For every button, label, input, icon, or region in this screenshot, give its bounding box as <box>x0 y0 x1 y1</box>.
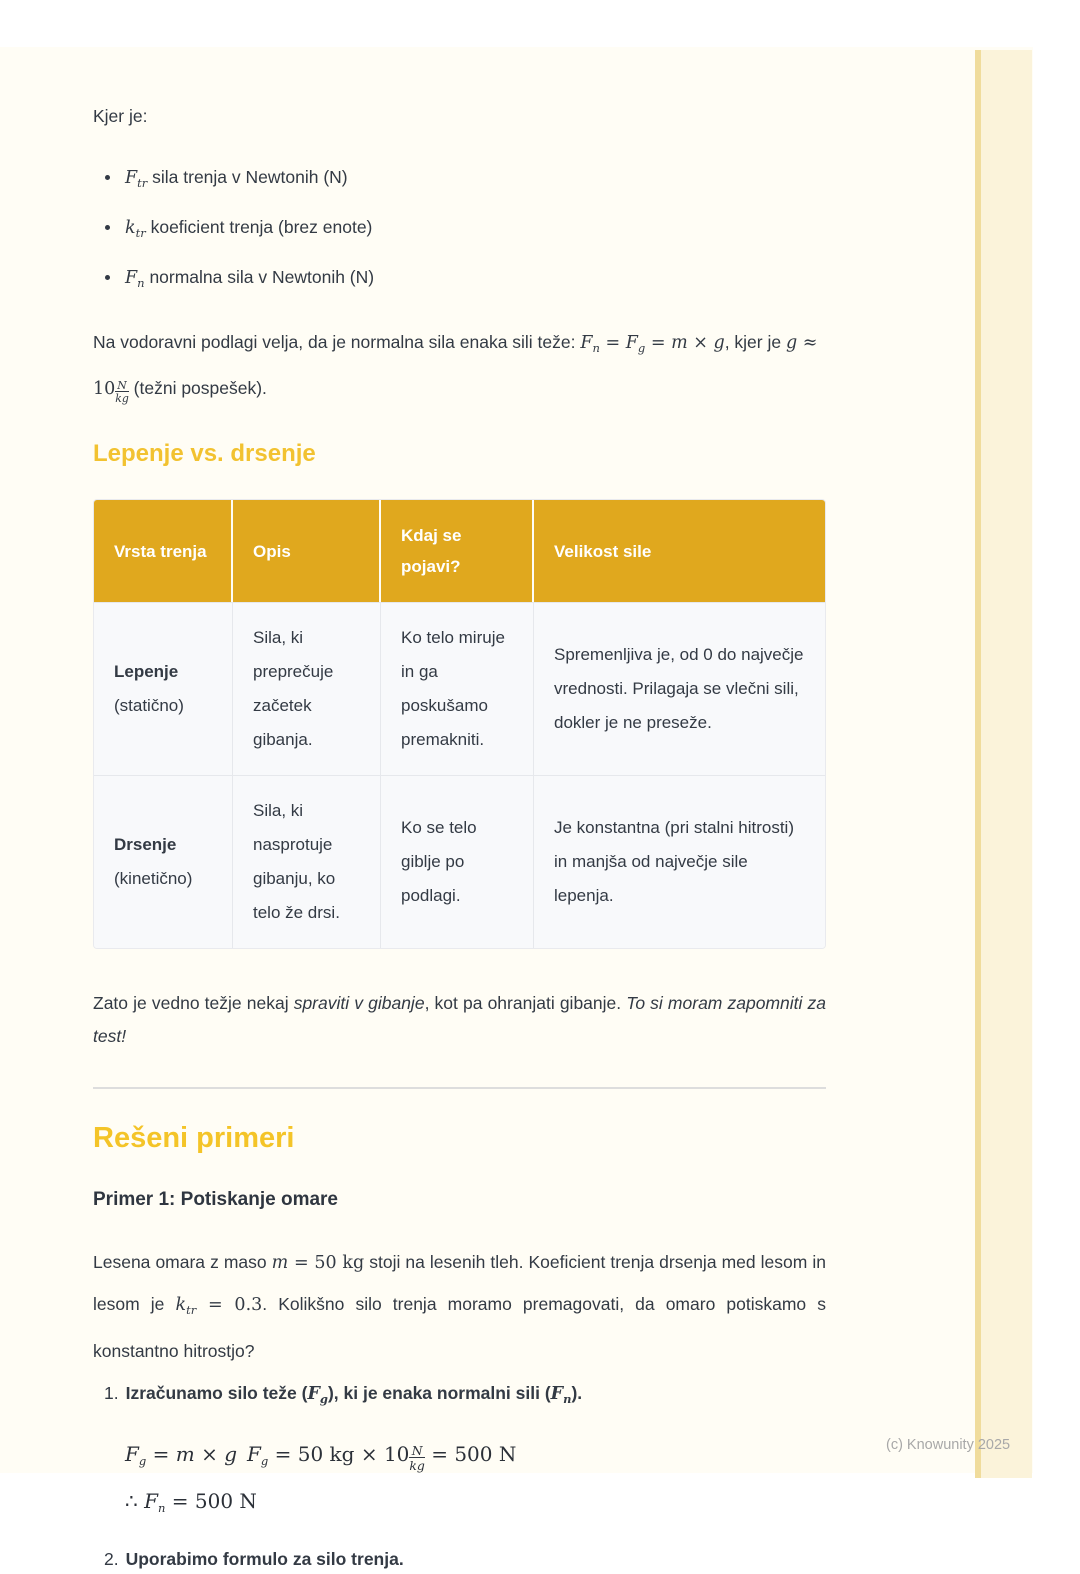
step-1 <box>93 1378 826 1414</box>
definition-text: normalna sila v Newtonih (N) <box>144 267 375 287</box>
math-symbol: F <box>144 1489 158 1513</box>
formula-line-1 <box>125 1434 826 1481</box>
therefore-symbol: ∴ <box>125 1489 145 1513</box>
table-header-velikost-sile: Velikost sile <box>534 500 826 602</box>
solution-steps <box>93 1378 826 1574</box>
math-symbol: k <box>125 218 136 238</box>
list-item-ftr <box>93 163 826 198</box>
step-title-text: Izračunamo silo teže ( <box>125 1383 308 1403</box>
paragraph-text: (težni pospešek). <box>128 378 267 398</box>
cell-opis: Sila, ki preprečuje začetek gibanja. <box>233 602 381 775</box>
math-operator: ≈ 10 <box>93 333 818 399</box>
math-value: = 50 kg <box>288 1253 365 1273</box>
example-title: Primer 1: Potiskanje omare <box>93 1189 338 1210</box>
fraction-denominator: kg <box>409 1458 425 1473</box>
math-subscript: g <box>319 1392 328 1406</box>
step-title <box>126 1544 404 1574</box>
table-row-lepenje <box>94 602 826 775</box>
formula-line-2 <box>125 1481 826 1528</box>
math-symbol: m <box>175 1442 195 1466</box>
definition-text: sila trenja v Newtonih (N) <box>147 167 348 187</box>
math-value: = 0.3 <box>196 1295 263 1315</box>
math-symbol: g <box>224 1442 238 1466</box>
math-symbol: g <box>785 333 798 353</box>
definition-text: koeficient trenja (brez enote) <box>145 217 373 237</box>
math-subscript: n <box>157 1501 166 1515</box>
step-number: 2. <box>104 1549 119 1569</box>
list-item-fn <box>93 263 826 298</box>
italic-text: To si moram zapomniti za test! <box>93 993 826 1046</box>
math-symbol: F <box>307 1384 320 1404</box>
math-symbol: F <box>625 333 638 353</box>
definition-list <box>93 163 826 298</box>
math-subscript: n <box>592 341 600 355</box>
note-paragraph <box>93 987 826 1053</box>
formula-block <box>125 1434 826 1528</box>
math-result: = 500 N <box>424 1442 517 1466</box>
cell-name <box>94 775 233 948</box>
math-expression: = 50 kg × 10 <box>268 1442 410 1466</box>
comparison-table <box>94 500 826 948</box>
math-symbol: m <box>671 333 688 353</box>
fraction-numerator: N <box>409 1444 424 1458</box>
math-operator: = <box>645 333 672 353</box>
paragraph-text: stoji na lesenih tleh. Koeficient trenja drsenja med lesom in lesom je <box>93 1252 826 1314</box>
normal-force-paragraph <box>93 322 826 409</box>
page-content <box>93 102 826 1574</box>
math-subscript: g <box>138 1454 147 1468</box>
table-header-kdaj-se-pojavi: Kdaj se pojavi? <box>381 500 534 602</box>
horizontal-divider <box>93 1087 826 1089</box>
section-heading-lepenje-vs-drsenje: Lepenje vs. drsenje <box>93 440 316 467</box>
math-result: = 500 N <box>165 1489 257 1513</box>
cell-velikost: Spremenljiva je, od 0 do največje vrednosti. Prilagaja se vlečni sili, dokler je ne preseže. <box>534 602 826 775</box>
lead-text: Kjer je: <box>93 106 148 126</box>
friction-type-name: Lepenje <box>114 662 179 681</box>
math-subscript: n <box>563 1392 572 1406</box>
section-heading-reseni-primeri: Rešeni primeri <box>93 1122 295 1154</box>
cell-name <box>94 602 233 775</box>
math-symbol: F <box>125 1442 139 1466</box>
math-symbol: k <box>175 1295 187 1315</box>
math-subscript: tr <box>186 1303 197 1317</box>
math-symbol: g <box>713 333 725 353</box>
friction-type-name: Drsenje <box>114 835 177 854</box>
math-operator: = <box>599 333 626 353</box>
copyright-watermark: (c) Knowunity 2025 <box>886 1437 1011 1453</box>
math-operator: = <box>146 1442 176 1466</box>
table-header-row <box>94 500 826 602</box>
decorative-stripe <box>975 50 1032 1478</box>
math-symbol: F <box>247 1442 261 1466</box>
math-operator: × <box>687 333 714 353</box>
note-page <box>0 47 1033 1569</box>
math-subscript: tr <box>137 176 148 190</box>
step-title-text: Uporabimo formulo za silo trenja. <box>125 1549 404 1569</box>
table-header-opis: Opis <box>233 500 381 602</box>
step-number: 1. <box>104 1383 119 1403</box>
math-subscript: n <box>137 276 145 290</box>
math-symbol: m <box>271 1253 289 1273</box>
math-subscript: tr <box>135 226 146 240</box>
fraction-denominator: kg <box>115 392 129 405</box>
math-symbol: F <box>125 268 138 288</box>
cell-velikost: Je konstantna (pri stalni hitrosti) in manjša od največje sile lepenja. <box>534 775 826 948</box>
paragraph-text: Zato je vedno težje nekaj <box>93 993 294 1013</box>
math-symbol: F <box>550 1384 564 1404</box>
cell-kdaj: Ko telo miruje in ga poskušamo premakniti. <box>381 602 534 775</box>
italic-text: spraviti v gibanje <box>293 993 425 1013</box>
cell-kdaj: Ko se telo giblje po podlagi. <box>381 775 534 948</box>
paragraph-text: Na vodoravni podlagi velja, da je normalna sila enaka sili teže: <box>93 332 581 352</box>
cell-opis: Sila, ki nasprotuje gibanju, ko telo že drsi. <box>233 775 381 948</box>
table-row-drsenje <box>94 775 826 948</box>
math-symbol: F <box>580 333 593 353</box>
math-operator: × <box>194 1442 225 1466</box>
friction-type-note: (kinetično) <box>114 869 193 888</box>
paragraph-text: . Kolikšno silo trenja moramo premagovati, da omaro potiskamo s konstantno hitrostjo? <box>93 1294 826 1361</box>
fraction-numerator: N <box>115 380 129 392</box>
problem-paragraph <box>93 1242 826 1372</box>
paragraph-text: Lesena omara z maso <box>93 1252 272 1272</box>
friction-type-note: (statično) <box>114 696 184 715</box>
math-subscript: g <box>637 341 646 355</box>
fraction-n-per-kg <box>409 1444 424 1472</box>
step-title <box>126 1378 583 1414</box>
step-title-text: ). <box>571 1383 583 1403</box>
math-symbol: F <box>125 168 138 188</box>
math-subscript: g <box>260 1454 269 1468</box>
comparison-table-wrapper <box>93 499 826 949</box>
fraction-n-per-kg <box>115 380 129 405</box>
step-2 <box>93 1544 826 1574</box>
table-header-vrsta-trenja: Vrsta trenja <box>94 500 233 602</box>
step-title-text: ), ki je enaka normalni sili ( <box>327 1383 551 1403</box>
list-item-ktr <box>93 213 826 248</box>
paragraph-text: , kot pa ohranjati gibanje. <box>424 993 627 1013</box>
paragraph-text: , <box>724 332 735 352</box>
paragraph-text: kjer je <box>734 332 786 352</box>
